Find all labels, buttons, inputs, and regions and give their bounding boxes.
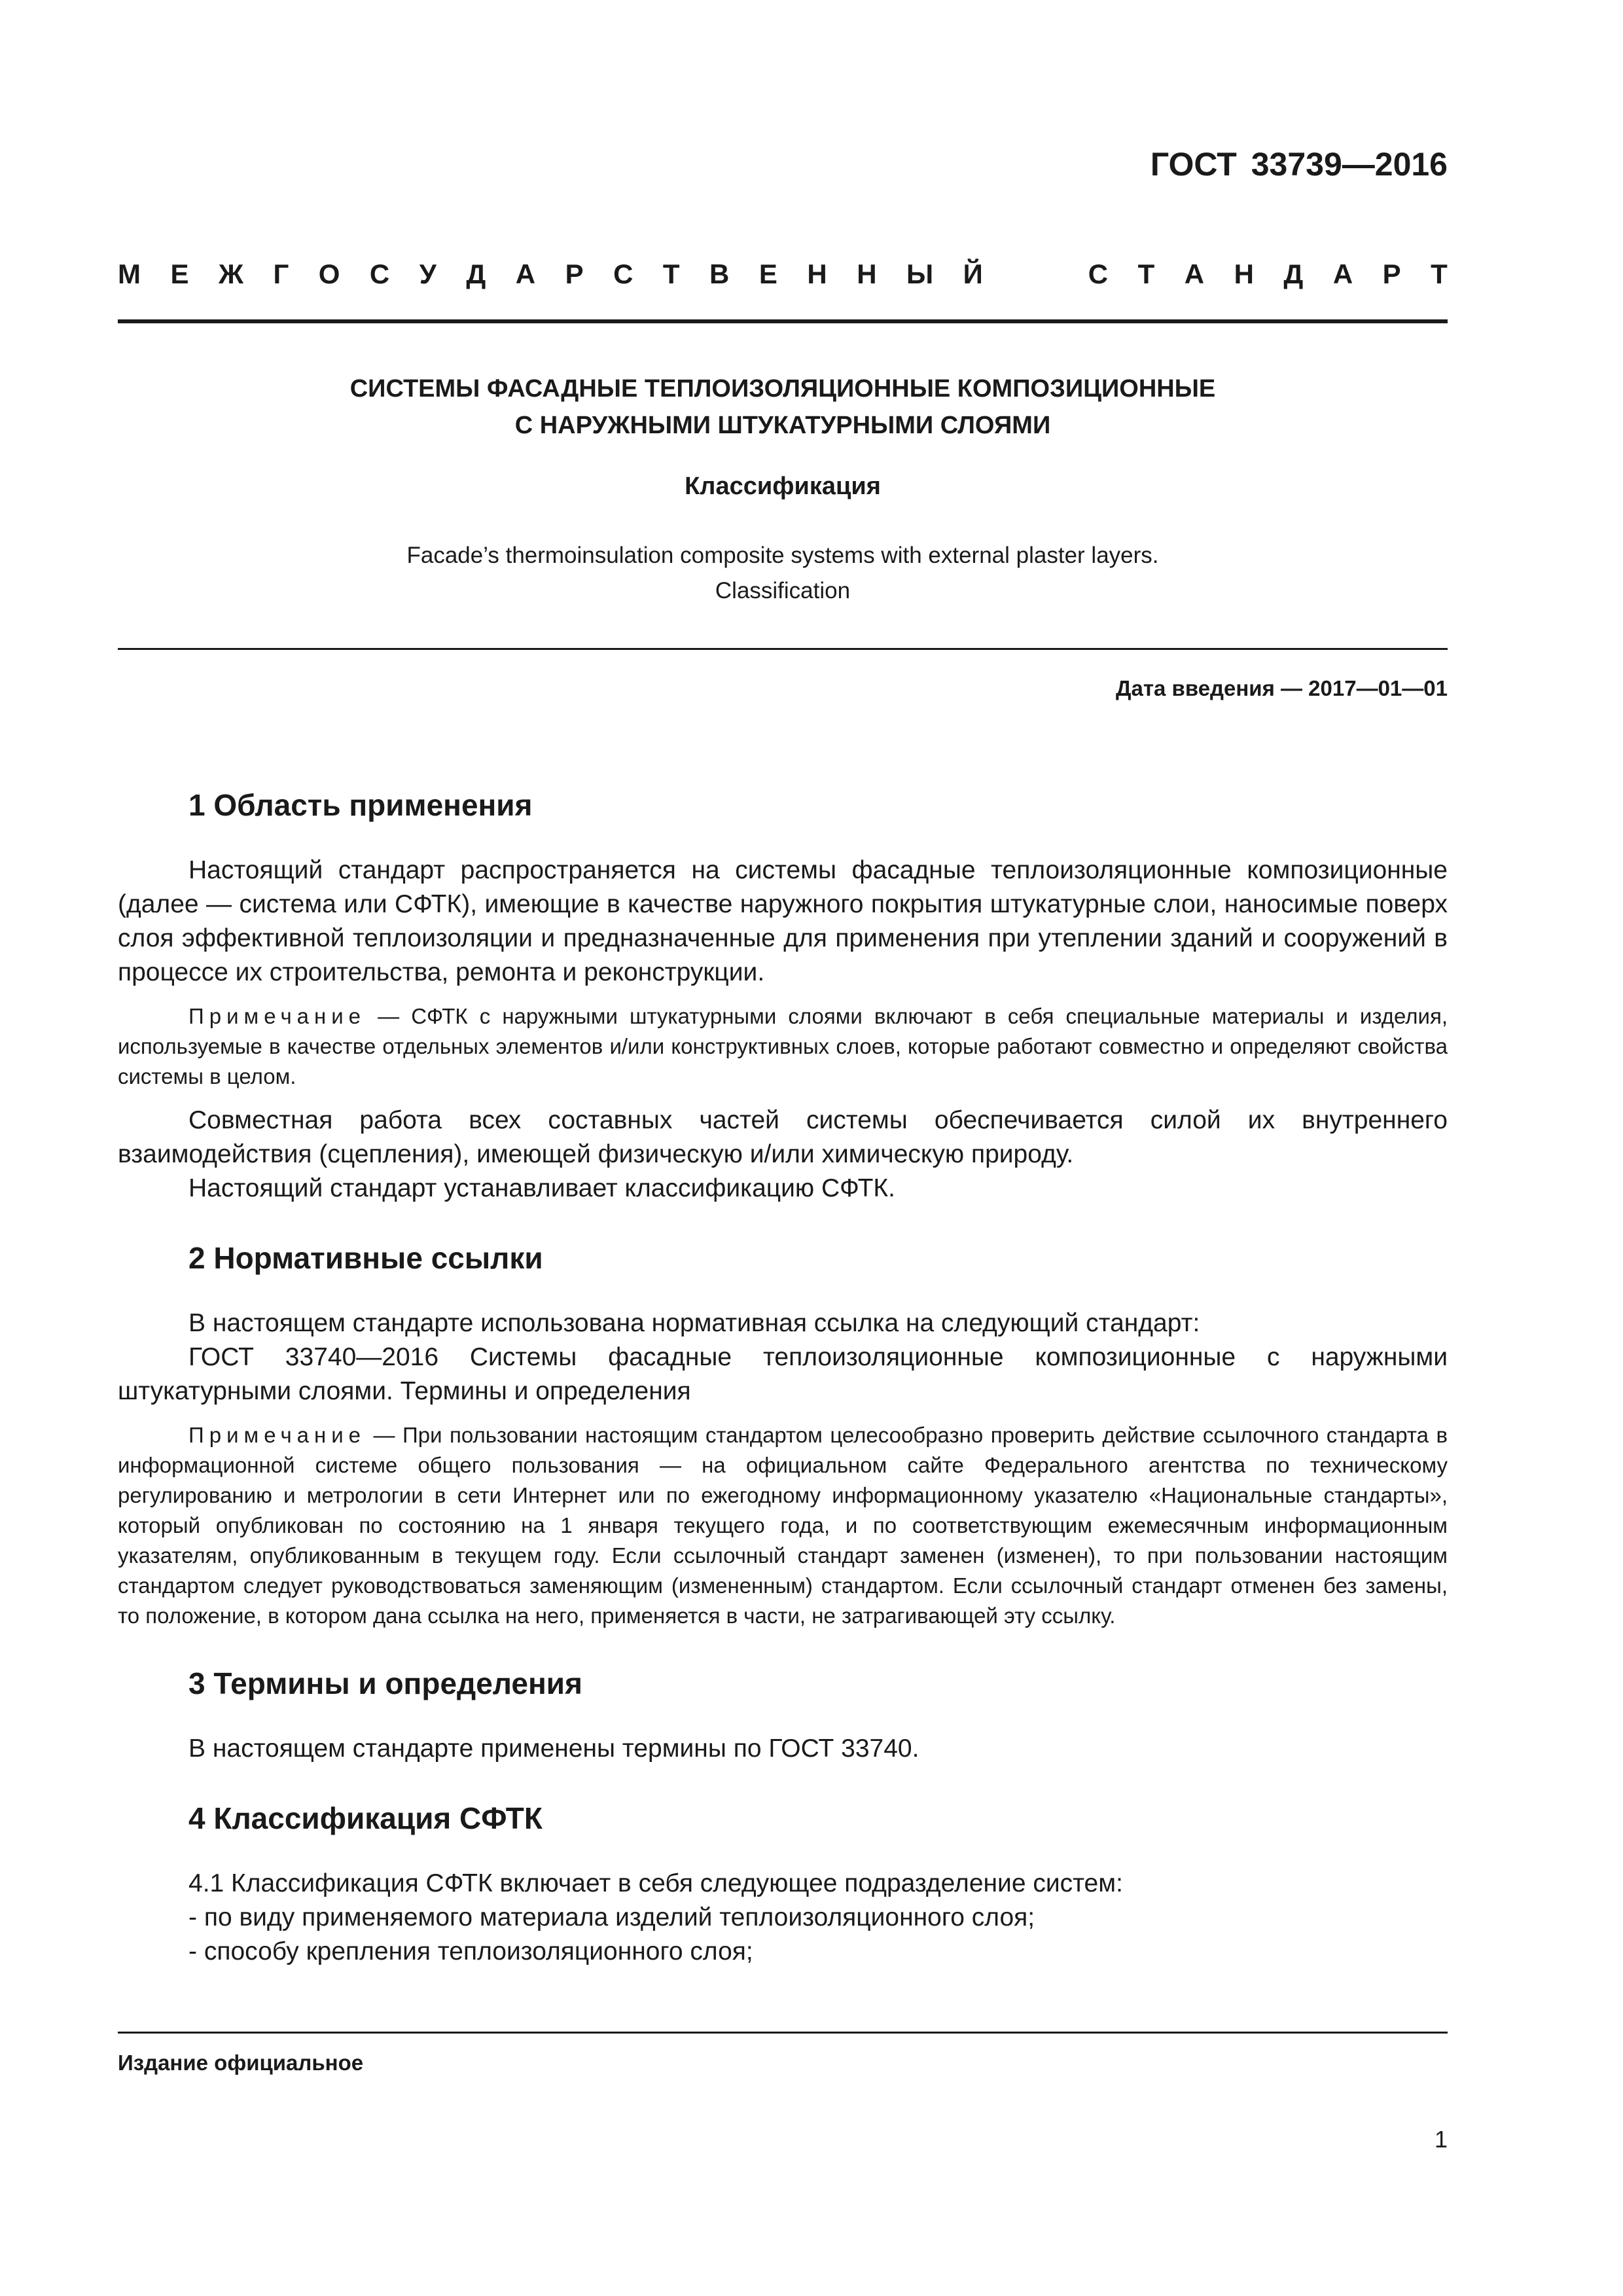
banner-letter: С [1088,259,1109,289]
section-heading-terms: 3 Термины и определения [188,1666,582,1700]
banner-letter: А [1332,259,1353,289]
paragraph: Настоящий стандарт распространяется на системы фасадные теплоизоляционные композиционные (далее — система или СФТК), имеющие в качестве наружного покрытия штукатурные слои, наносимые поверх слоя эффективной теплоизоляции и предназначенные для применения при утеплении зданий и сооружений в процессе их строительства, ремонта и реконструкции. [118,856,1448,986]
banner-letter: С [369,259,390,289]
header-divider [118,319,1448,323]
banner-letter: Е [170,259,189,289]
list-item: - способу крепления теплоизоляционного слоя; [188,1937,753,1965]
paragraph: 4.1 Классификация СФТК включает в себя следующее подразделение систем: [188,1869,1123,1897]
paragraph: Совместная работа всех составных частей системы обеспечивается силой их внутреннего взаимодействия (сцепления), имеющей физическую и/или химическую природу. [118,1106,1448,1168]
banner-letter: Н [1234,259,1254,289]
gost-number: ГОСТ 33739—2016 [1150,146,1448,183]
banner-letter: А [1184,259,1205,289]
english-title [118,538,1448,609]
note-label: Примечание [188,1423,366,1447]
introduction-date: Дата введения — 2017—01—01 [1116,676,1448,700]
banner-letter: У [419,259,437,289]
note-paragraph [118,1001,1448,1092]
title-divider [118,648,1448,650]
banner-word-gap [1012,259,1058,290]
list-item: - по виду применяемого материала изделий теплоизоляционного слоя; [188,1903,1035,1931]
banner-letter: О [318,259,340,289]
banner-letter: Д [466,259,486,289]
paragraph: В настоящем стандарте применены термины по ГОСТ 33740. [188,1734,919,1763]
paragraph: В настоящем стандарте использована нормативная ссылка на следующий стандарт: [188,1309,1200,1337]
banner-letter: Ж [218,259,243,289]
banner-letter: Н [807,259,827,289]
banner-letter: Й [963,259,983,289]
paragraph: Настоящий стандарт устанавливает классификацию СФТК. [188,1174,895,1202]
edition-label: Издание официальное [118,2051,364,2075]
banner-letter: Т [1137,259,1155,289]
page-number: 1 [1434,2126,1448,2153]
banner-letter: Т [1431,259,1448,289]
note-label: Примечание [188,1004,366,1028]
banner-letter: Е [758,259,777,289]
banner-letter: Р [565,259,584,289]
banner-letter: Р [1382,259,1401,289]
document-title [118,370,1448,444]
banner-letter: Ы [906,259,934,289]
banner-letter: В [709,259,730,289]
title-line-2: С НАРУЖНЫМИ ШТУКАТУРНЫМИ СЛОЯМИ [514,412,1051,439]
english-title-line-1: Facade’s thermoinsulation composite systems with external plaster layers. [406,543,1159,568]
banner-letter: А [515,259,536,289]
title-line-1: СИСТЕМЫ ФАСАДНЫЕ ТЕПЛОИЗОЛЯЦИОННЫЕ КОМПОЗИЦИОННЫЕ [349,375,1216,403]
banner-letter: С [613,259,633,289]
note-text: — СФТК с наружными штукатурными слоями включают в себя специальные материалы и изделия, используемые в качестве отдельных элементов и/или конструктивных слоев, которые работают совместно и определяют свойства системы в целом. [118,1004,1448,1088]
section-heading-scope: 1 Область применения [188,788,533,822]
banner-letter: М [118,259,141,289]
banner-letter: Н [857,259,877,289]
section-heading-normative-references: 2 Нормативные ссылки [188,1241,543,1275]
banner-letter: Д [1283,259,1304,289]
interstate-standard-banner [118,259,1448,290]
paragraph: ГОСТ 33740—2016 Системы фасадные теплоизоляционные композиционные с наружными штукатурными слоями. Термины и определения [118,1343,1448,1405]
document-body [118,785,1448,1969]
banner-letter: Г [273,259,289,289]
banner-letter: Т [662,259,680,289]
note-text: — При пользовании настоящим стандартом целесообразно проверить действие ссылочного стандарта в информационной системе общего пользования — на официальном сайте Федерального агентства по техническому регулированию и метрологии в сети Интернет или по ежегодному информационному указателю «Национальные стандарты», который опубликован по состоянию на 1 января текущего года, и по соответствующим ежемесячным информационным указателям, опубликованным в текущем году. Если ссылочный стандарт заменен (изменен), то при пользовании настоящим стандартом следует руководствоваться заменяющим (измененным) стандартом. Если ссылочный стандарт отменен без замены, то положение, в котором дана ссылка на него, применяется в части, не затрагивающей эту ссылку. [118,1423,1448,1628]
english-title-line-2: Classification [715,578,851,603]
section-heading-classification: 4 Классификация СФТК [188,1801,543,1835]
note-paragraph [118,1420,1448,1631]
document-subtitle: Классификация [685,473,881,500]
footer-divider [118,2032,1448,2034]
